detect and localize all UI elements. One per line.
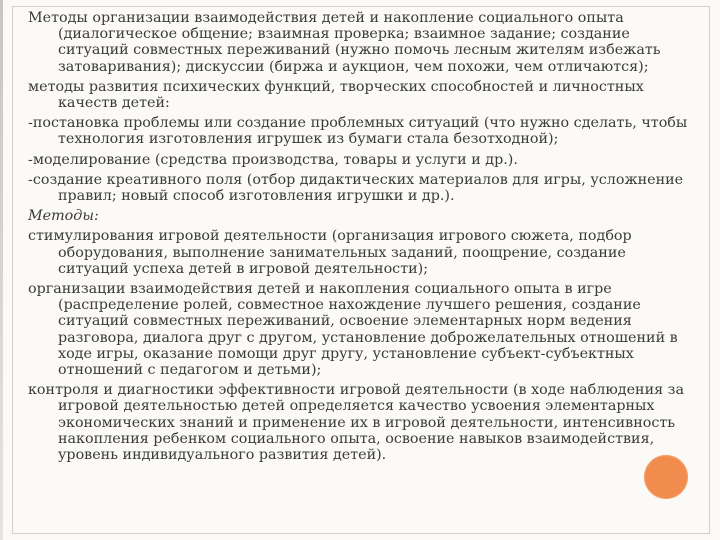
paragraph-methods-interaction: Методы организации взаимодействия детей и накопление социального опыта (диалогическое общение; взаимная проверка; взаимное задание; создание ситуаций совместных переживаний (нужно помочь лесным жителям избежать затоваривания); дискуссии (биржа и аукцион, чем похожи, чем отличаются); [28, 10, 661, 75]
methods-heading: Методы: [28, 208, 99, 225]
paragraph-problem-setting: -постановка проблемы или создание проблемных ситуаций (что нужно сделать, чтобы технология изготовления игрушек из бумаги стала безотходной); [28, 115, 688, 148]
left-decor-line [0, 0, 3, 540]
paragraph-organization: организации взаимодействия детей и накопления социального опыта в игре (распределение ролей, совместное нахождение лучшего решения, создание ситуаций совместных переживаний, освоение элементарных норм ведения разговора, диалога друг с другом, установление доброжелательных отношений в ходе игры, оказание помощи друг другу, установление субъект-субъектных отношений с педагогом и детьми); [28, 281, 678, 379]
paragraph-control: контроля и диагностики эффективности игровой деятельности (в ходе наблюдения за игровой деятельностью детей определяется качество усвоения элементарных экономических знаний и применение их в игровой деятельности, интенсивность накопления ребенком социального опыта, освоение навыков взаимодействия, уровень индивидуального развития детей). [28, 382, 684, 464]
paragraph-methods-development: методы развития психических функций, творческих способностей и личностных качеств детей: [28, 78, 644, 112]
paragraph-modeling: -моделирование (средства производства, товары и услуги и др.). [28, 151, 518, 168]
decorative-orange-circle [644, 455, 688, 499]
paragraph-stimulation: стимулирования игровой деятельности (организация игрового сюжета, подбор оборудования, выполнение занимательных заданий, поощрение, создание ситуаций успеха детей в игровой деятельности); [28, 228, 632, 277]
slide-body [28, 10, 694, 467]
paragraph-creative-field: -создание креативного поля (отбор дидактических материалов для игры, усложнение правил; новый способ изготовления игрушки и др.). [28, 171, 684, 205]
